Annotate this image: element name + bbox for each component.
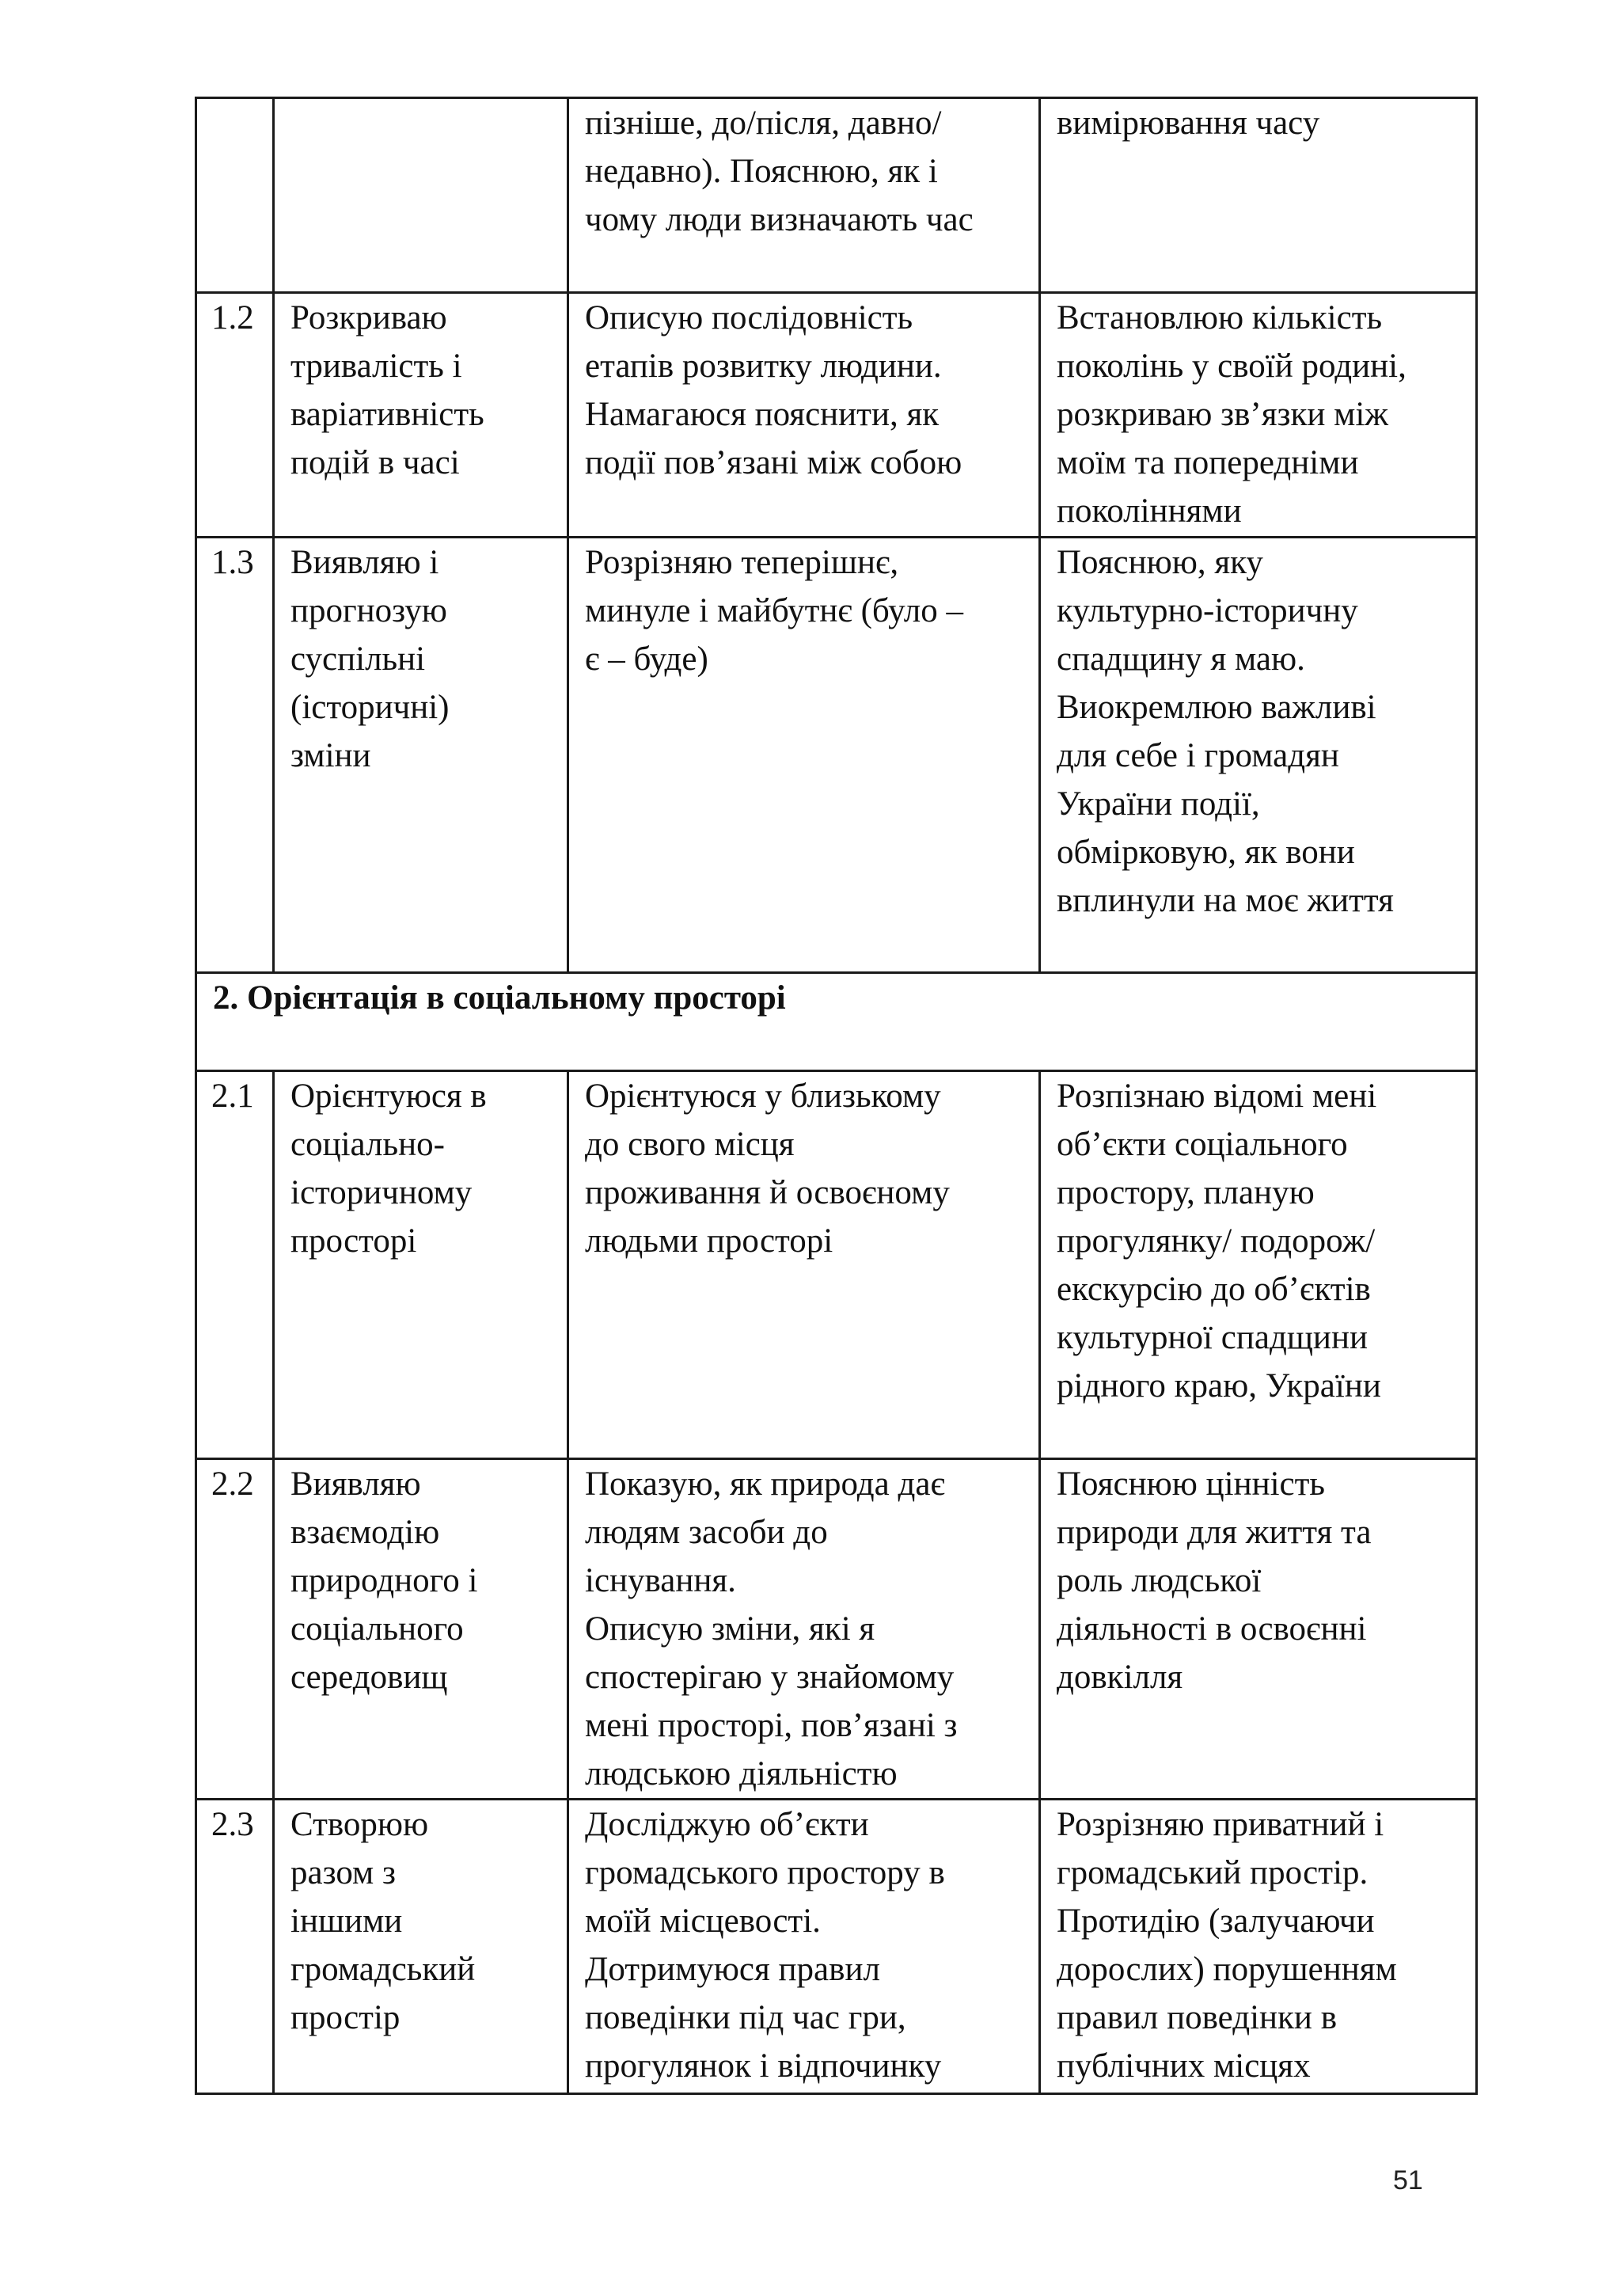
cell-line: іншими bbox=[290, 1903, 403, 1940]
cell-line: Протидію (залучаючи bbox=[1057, 1903, 1375, 1940]
cell-line: природи для життя та bbox=[1057, 1514, 1372, 1551]
indicator-cell bbox=[274, 1459, 568, 1800]
outcome-cell bbox=[568, 98, 1040, 293]
indicator-cell bbox=[274, 1071, 568, 1459]
cell-line: обмірковую, як вони bbox=[1057, 834, 1355, 871]
cell-line: людською діяльністю bbox=[585, 1755, 898, 1792]
cell-line: простір bbox=[290, 1999, 401, 2036]
competency-table bbox=[195, 97, 1478, 2095]
result-cell bbox=[1040, 293, 1477, 538]
section-heading: 2. Орієнтація в соціальному просторі bbox=[196, 973, 1477, 1071]
competency-table-body bbox=[196, 98, 1477, 2094]
cell-line: зміни bbox=[290, 737, 371, 774]
cell-line: Створюю bbox=[290, 1806, 429, 1843]
cell-line: моїм та попередніми bbox=[1057, 444, 1359, 481]
table-row bbox=[196, 98, 1477, 293]
cell-line: вплинули на моє життя bbox=[1057, 882, 1394, 919]
cell-line: громадський bbox=[290, 1951, 476, 1988]
cell-line: роль людської bbox=[1057, 1562, 1262, 1599]
cell-line: суспільні bbox=[290, 641, 426, 678]
cell-line: довкілля bbox=[1057, 1659, 1183, 1696]
cell-line: природного і bbox=[290, 1562, 478, 1599]
cell-line: соціально- bbox=[290, 1126, 445, 1163]
cell-line: Намагаюся пояснити, як bbox=[585, 396, 940, 433]
result-cell bbox=[1040, 538, 1477, 973]
cell-line: Описую зміни, які я bbox=[585, 1610, 875, 1648]
cell-line: Розкриваю bbox=[290, 299, 447, 336]
cell-line: подій в часі bbox=[290, 444, 460, 481]
cell-line: спадщину я маю. bbox=[1057, 641, 1305, 678]
cell-line: Пояснюю, яку bbox=[1057, 544, 1263, 581]
cell-line: Розрізняю приватний і bbox=[1057, 1806, 1384, 1843]
table-row bbox=[196, 1071, 1477, 1459]
cell-line: прогулянку/ подорож/ bbox=[1057, 1222, 1376, 1260]
cell-line: варіативність bbox=[290, 396, 484, 433]
cell-line: тривалість і bbox=[290, 348, 462, 385]
row-number-cell: 1.2 bbox=[196, 293, 274, 538]
cell-line: проживання й освоєному bbox=[585, 1174, 950, 1211]
cell-line: Дотримуюся правил bbox=[585, 1951, 880, 1988]
cell-line: людьми просторі bbox=[585, 1222, 833, 1260]
cell-line: недавно). Пояснюю, як і bbox=[585, 153, 938, 190]
page-number: 51 bbox=[1393, 2165, 1423, 2195]
cell-line: минуле і майбутнє (було – bbox=[585, 592, 963, 629]
cell-line: публічних місцях bbox=[1057, 2047, 1311, 2085]
cell-line: громадський простір. bbox=[1057, 1854, 1369, 1891]
cell-line: Встановлюю кількість bbox=[1057, 299, 1383, 336]
cell-line: для себе і громадян bbox=[1057, 737, 1339, 774]
cell-line: прогнозую bbox=[290, 592, 447, 629]
cell-line: громадського простору в bbox=[585, 1854, 945, 1891]
row-number-cell: 2.3 bbox=[196, 1800, 274, 2094]
table-row bbox=[196, 538, 1477, 973]
table-row bbox=[196, 1459, 1477, 1800]
indicator-cell bbox=[274, 538, 568, 973]
cell-line: соціального bbox=[290, 1610, 464, 1648]
cell-line: чому люди визначають час bbox=[585, 201, 974, 238]
cell-line: до свого місця bbox=[585, 1126, 795, 1163]
cell-line: вимірювання часу bbox=[1057, 105, 1320, 142]
row-number-cell: 2.1 bbox=[196, 1071, 274, 1459]
cell-line: просторі bbox=[290, 1222, 417, 1260]
cell-line: (історичні) bbox=[290, 689, 450, 726]
cell-line: Виявляю і bbox=[290, 544, 439, 581]
cell-line: правил поведінки в bbox=[1057, 1999, 1337, 2036]
cell-line: Показую, як природа дає bbox=[585, 1465, 945, 1503]
cell-line: простору, планую bbox=[1057, 1174, 1315, 1211]
cell-line: поколінь у своїй родині, bbox=[1057, 348, 1407, 385]
cell-line: Розрізняю теперішнє, bbox=[585, 544, 899, 581]
indicator-cell bbox=[274, 293, 568, 538]
cell-line: діяльності в освоєнні bbox=[1057, 1610, 1367, 1648]
row-number-cell: 1.3 bbox=[196, 538, 274, 973]
cell-line: взаємодію bbox=[290, 1514, 440, 1551]
result-cell bbox=[1040, 1071, 1477, 1459]
cell-line: культурної спадщини bbox=[1057, 1319, 1368, 1356]
result-cell bbox=[1040, 98, 1477, 293]
cell-line: є – буде) bbox=[585, 641, 708, 678]
cell-line: пізніше, до/після, давно/ bbox=[585, 105, 942, 142]
outcome-cell bbox=[568, 538, 1040, 973]
cell-line: Виявляю bbox=[290, 1465, 421, 1503]
cell-line: Виокремлюю важливі bbox=[1057, 689, 1376, 726]
cell-line: об’єкти соціального bbox=[1057, 1126, 1348, 1163]
cell-line: дорослих) порушенням bbox=[1057, 1951, 1397, 1988]
result-cell bbox=[1040, 1800, 1477, 2094]
table-row bbox=[196, 1800, 1477, 2094]
cell-line: поколіннями bbox=[1057, 492, 1242, 530]
cell-line: Орієнтуюся у близькому bbox=[585, 1078, 941, 1115]
row-number-cell bbox=[196, 98, 274, 293]
cell-line: разом з bbox=[290, 1854, 396, 1891]
cell-line: спостерігаю у знайомому bbox=[585, 1659, 955, 1696]
cell-line: екскурсію до об’єктів bbox=[1057, 1271, 1371, 1308]
outcome-cell bbox=[568, 1071, 1040, 1459]
cell-line: рідного краю, України bbox=[1057, 1367, 1381, 1405]
cell-line: культурно-історичну bbox=[1057, 592, 1358, 629]
cell-line: Пояснюю цінність bbox=[1057, 1465, 1326, 1503]
outcome-cell bbox=[568, 293, 1040, 538]
cell-line: Описую послідовність bbox=[585, 299, 913, 336]
cell-line: України події, bbox=[1057, 785, 1260, 823]
cell-line: історичному bbox=[290, 1174, 473, 1211]
result-cell bbox=[1040, 1459, 1477, 1800]
cell-line: Розпізнаю відомі мені bbox=[1057, 1078, 1377, 1115]
row-number-cell: 2.2 bbox=[196, 1459, 274, 1800]
cell-line: Досліджую об’єкти bbox=[585, 1806, 869, 1843]
table-row bbox=[196, 293, 1477, 538]
section-heading-row bbox=[196, 973, 1477, 1071]
outcome-cell bbox=[568, 1459, 1040, 1800]
cell-line: середовищ bbox=[290, 1659, 448, 1696]
cell-line: існування. bbox=[585, 1562, 736, 1599]
cell-line: події пов’язані між собою bbox=[585, 444, 962, 481]
cell-line: поведінки під час гри, bbox=[585, 1999, 906, 2036]
cell-line: Орієнтуюся в bbox=[290, 1078, 487, 1115]
cell-line: мені просторі, пов’язані з bbox=[585, 1707, 958, 1744]
indicator-cell bbox=[274, 98, 568, 293]
cell-line: етапів розвитку людини. bbox=[585, 348, 942, 385]
indicator-cell bbox=[274, 1800, 568, 2094]
cell-line: розкриваю зв’язки між bbox=[1057, 396, 1388, 433]
cell-line: моїй місцевості. bbox=[585, 1903, 821, 1940]
cell-line: прогулянок і відпочинку bbox=[585, 2047, 942, 2085]
outcome-cell bbox=[568, 1800, 1040, 2094]
cell-line: людям засоби до bbox=[585, 1514, 828, 1551]
